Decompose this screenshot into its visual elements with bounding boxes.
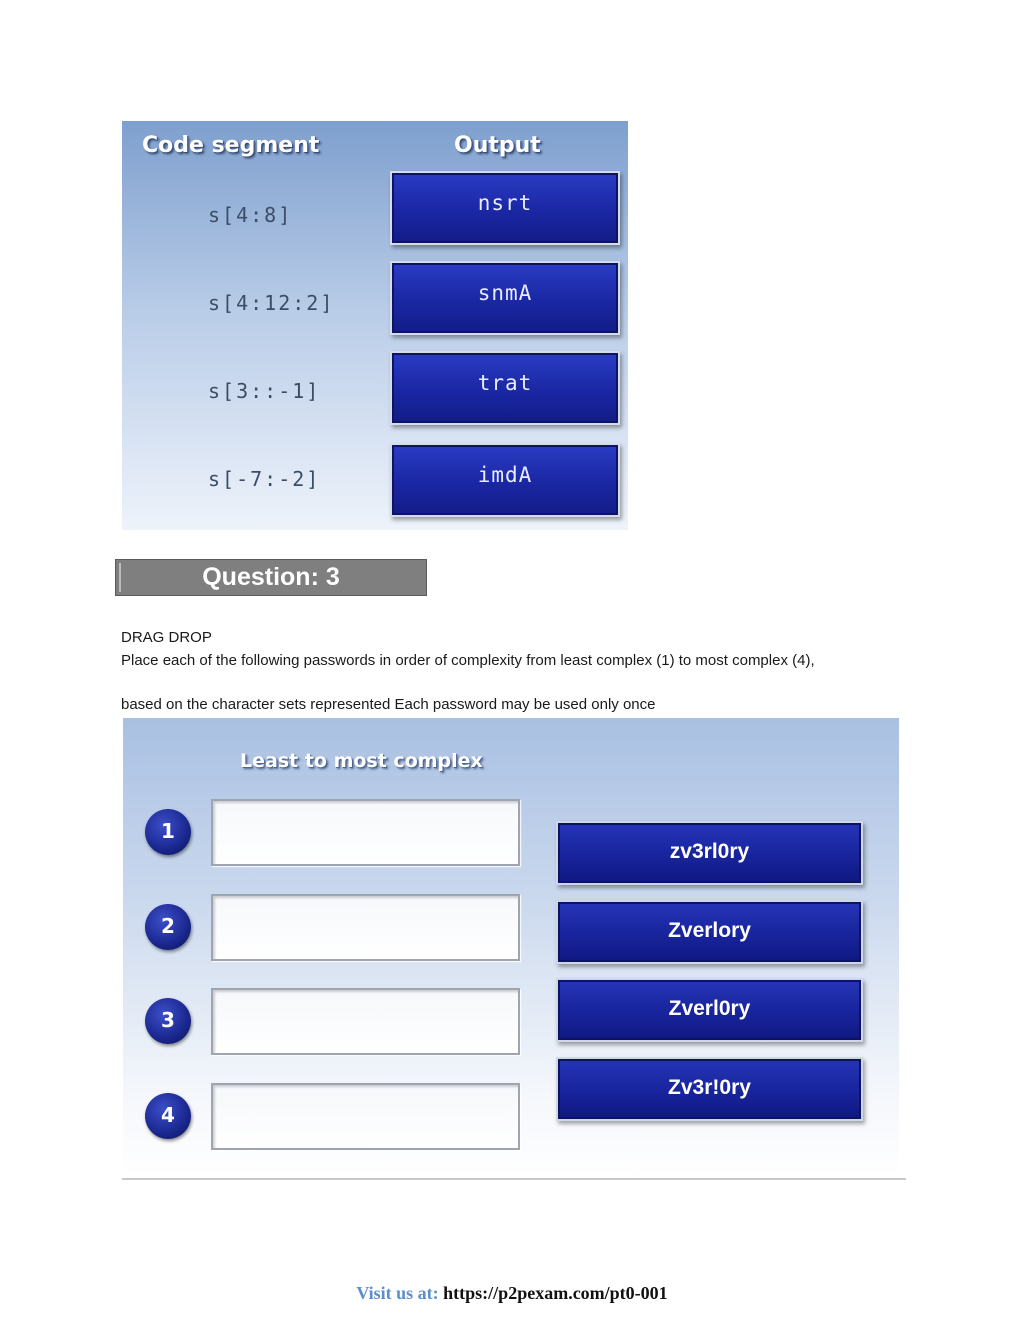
code-output-panel bbox=[122, 121, 628, 530]
slot-number-label-1: 1 bbox=[161, 819, 175, 843]
code-segment-2: s[4:12:2] bbox=[208, 291, 335, 315]
code-segment-3: s[3::-1] bbox=[208, 379, 321, 403]
question-text-line2: based on the character sets represented Each password may be used only once bbox=[121, 696, 656, 713]
ordering-title: Least to most complex bbox=[240, 750, 483, 772]
slot-number-label-4: 4 bbox=[161, 1103, 175, 1127]
output-button-1[interactable] bbox=[390, 171, 620, 245]
output-label-2: snmA bbox=[477, 281, 533, 305]
password-label-4: Zv3r!0ry bbox=[668, 1076, 751, 1099]
password-label-1: zv3rl0ry bbox=[669, 840, 750, 863]
slot-number-4 bbox=[145, 1093, 191, 1139]
output-header: Output bbox=[454, 133, 541, 158]
password-tile-1[interactable] bbox=[556, 821, 863, 885]
output-button-3[interactable] bbox=[390, 351, 620, 425]
drop-slot-4[interactable] bbox=[211, 1083, 520, 1150]
question-text-line1: Place each of the following passwords in order of complexity from least complex (1) to most complex (4), bbox=[121, 652, 815, 669]
output-label-1: nsrt bbox=[477, 191, 533, 215]
output-label-3: trat bbox=[477, 371, 533, 395]
drag-drop-panel bbox=[123, 718, 899, 1177]
drop-slot-2[interactable] bbox=[211, 894, 520, 961]
footer bbox=[0, 1283, 1024, 1304]
code-segment-header: Code segment bbox=[142, 133, 320, 158]
question-banner bbox=[115, 559, 427, 596]
code-segment-4: s[-7:-2] bbox=[208, 467, 321, 491]
drop-slot-1[interactable] bbox=[211, 799, 520, 866]
password-tile-2[interactable] bbox=[556, 900, 863, 964]
password-tile-3[interactable] bbox=[556, 978, 863, 1042]
horizontal-divider bbox=[122, 1178, 906, 1180]
code-segment-1: s[4:8] bbox=[208, 203, 293, 227]
slot-number-2 bbox=[145, 904, 191, 950]
question-type: DRAG DROP bbox=[121, 629, 212, 646]
slot-number-3 bbox=[145, 998, 191, 1044]
slot-number-1 bbox=[145, 809, 191, 855]
question-title: Question: 3 bbox=[202, 563, 340, 591]
drop-slot-3[interactable] bbox=[211, 988, 520, 1055]
password-label-2: Zverlory bbox=[668, 919, 751, 942]
output-button-4[interactable] bbox=[390, 443, 620, 517]
output-label-4: imdA bbox=[477, 463, 533, 487]
slot-number-label-3: 3 bbox=[161, 1008, 175, 1032]
footer-lead: Visit us at: bbox=[356, 1283, 439, 1303]
password-label-3: Zverl0ry bbox=[668, 997, 751, 1020]
slot-number-label-2: 2 bbox=[161, 914, 175, 938]
password-tile-4[interactable] bbox=[556, 1057, 863, 1121]
output-button-2[interactable] bbox=[390, 261, 620, 335]
footer-link[interactable]: https://p2pexam.com/pt0-001 bbox=[443, 1283, 668, 1303]
